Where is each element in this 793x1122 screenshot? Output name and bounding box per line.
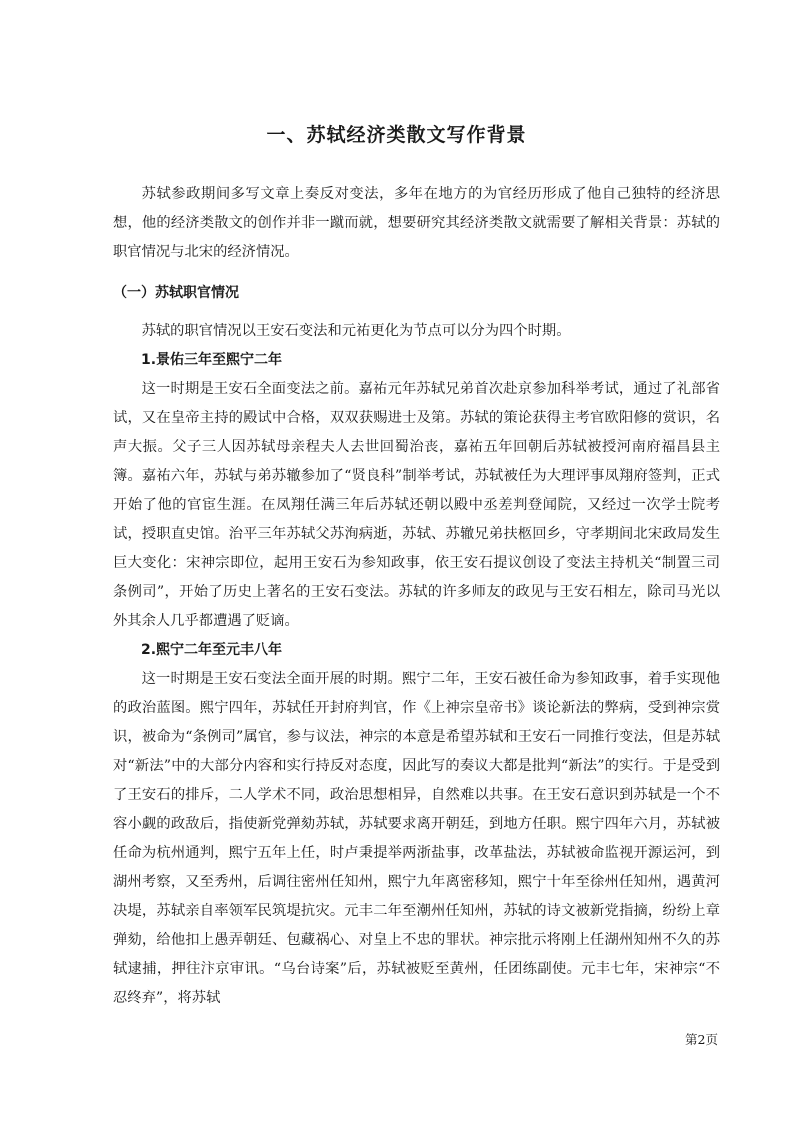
page-number: 第2页 (685, 1032, 718, 1047)
subsection-body-1: 这一时期是王安石全面变法之前。嘉祐元年苏轼兄弟首次赴京参加科举考试，通过了礼部省试，又在皇帝主持的殿试中合格，双双获赐进士及第。苏轼的策论获得主考官欧阳修的赏识，名声大振。父子三人因苏轼母亲程夫人去世回蜀治丧，嘉祐五年回朝后苏轼被授河南府福昌县主簿。嘉祐六年，苏轼与弟苏辙参加了“贤良科”制举考试，苏轼被任为大理评事凤翔府签判，正式开始了他的官宦生涯。在凤翔任满三年后苏轼还朝以殿中丞差判登闻院，又经过一次学士院考试，授职直史馆。治平三年苏轼父苏洵病逝，苏轼、苏辙兄弟扶柩回乡，守孝期间北宋政局发生巨大变化：宋神宗即位，起用王安石为参知政事，依王安石提议创设了变法主持机关“制置三司条例司”，开始了历史上著名的王安石变法。苏轼的许多师友的政见与王安石相左，除司马光以外其余人几乎都遭遇了贬谪。 (113, 381, 720, 629)
subsection-heading-1: 1.景佑三年至熙宁二年 (141, 352, 283, 368)
document-body (113, 180, 720, 1013)
chapter-title: 一、苏轼经济类散文写作背景 (266, 124, 527, 146)
section-heading: （一）苏轼职官情况 (113, 285, 239, 301)
intro-paragraph: 苏轼参政期间多写文章上奏反对变法，多年在地方的为官经历形成了他自己独特的经济思想，他的经济类散文的创作并非一蹴而就，想要研究其经济类散文就需要了解相关背景：苏轼的职官情况与北宋的经济情况。 (113, 186, 720, 260)
subsection-heading-2: 2.熙宁二年至元丰八年 (141, 642, 283, 658)
section-lead-paragraph: 苏轼的职官情况以王安石变法和元祐更化为节点可以分为四个时期。 (141, 323, 571, 339)
subsection-body-2: 这一时期是王安石变法全面开展的时期。熙宁二年，王安石被任命为参知政事，着手实现他的政治蓝图。熙宁四年，苏轼任开封府判官，作《上神宗皇帝书》谈论新法的弊病，受到神宗赏识，被命为“条例司”属官，参与议法，神宗的本意是希望苏轼和王安石一同推行变法，但是苏轼对“新法”中的大部分内容和实行持反对态度，因此写的奏议大都是批判“新法”的实行。于是受到了王安石的排斥，二人学术不同，政治思想相异，自然难以共事。在王安石意识到苏轼是一个不容小觑的政敌后，指使新党弹劾苏轼，苏轼要求离开朝廷，到地方任职。熙宁四年六月，苏轼被任命为杭州通判，熙宁五年上任，时卢秉提举两浙盐事，改革盐法，苏轼被命监视开源运河，到湖州考察，又至秀州，后调往密州任知州，熙宁九年离密移知，熙宁十年至徐州任知州，遇黄河决堤，苏轼亲自率领军民筑堤抗灾。元丰二年至潮州任知州，苏轼的诗文被新党指摘，纷纷上章弹劾，给他扣上愚弄朝廷、包藏祸心、对皇上不忠的罪状。神宗批示将刚上任湖州知州不久的苏轼逮捕，押往汴京审讯。“乌台诗案”后，苏轼被贬至黄州，任团练副使。元丰七年，宋神宗“不忍终弃”，将苏轼 (113, 671, 720, 1006)
